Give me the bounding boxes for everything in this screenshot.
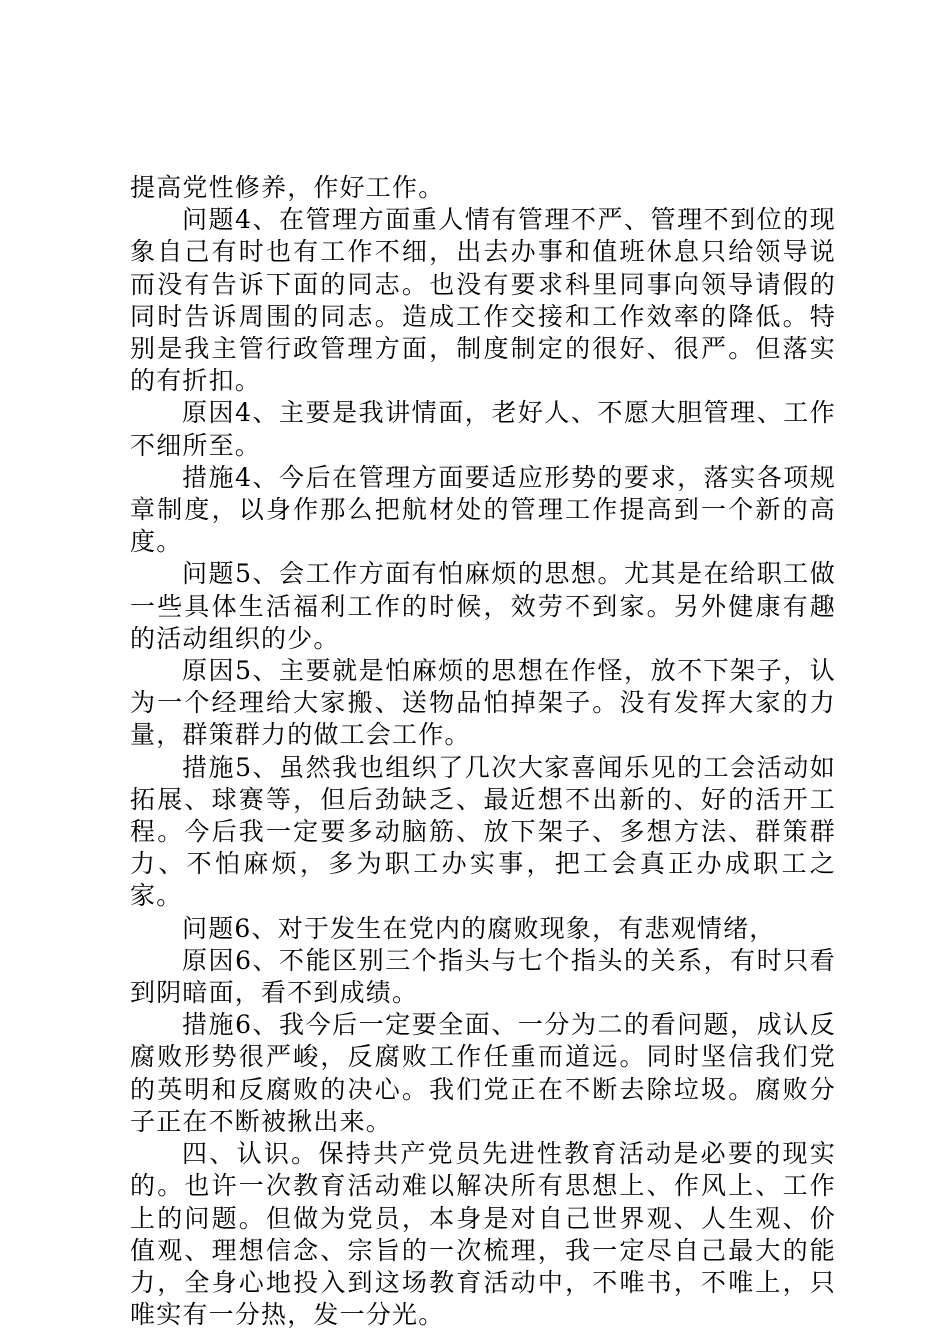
paragraph-problem-6: 问题6、对于发生在党内的腐败现象，有悲观情绪， — [182, 913, 776, 943]
paragraph-problem-5: 问题5、会工作方面有怕麻烦的思想。尤其是在给职工做一些具体生活福利工作的时候，效劳不到家。另外健康有趣的活动组织的少。 — [130, 559, 836, 653]
paragraph-measure-4: 措施4、今后在管理方面要适应形势的要求，落实各项规章制度，以身作那么把航材处的管理工作提高到一个新的高度。 — [130, 462, 836, 557]
paragraph-section-understanding: 四、认识。保持共产党员先进性教育活动是必要的现实的。也许一次教育活动难以解决所有思想上、作风上、工作上的问题。但做为党员，本身是对自己世界观、人生观、价值观、理想信念、宗旨的一次梳理，我一定尽自己最大的能力，全身心地投入到这场教育活动中，不唯书，不唯上，只唯实有一分热，发一分光。 — [130, 1139, 836, 1330]
paragraph-cause-4: 原因4、主要是我讲情面，老好人、不愿大胆管理、工作不细所至。 — [130, 398, 836, 460]
paragraph-cause-6: 原因6、不能区别三个指头与七个指头的关系，有时只看到阴暗面，看不到成绩。 — [130, 945, 836, 1008]
paragraph-problem-4: 问题4、在管理方面重人情有管理不严、管理不到位的现象自己有时也有工作不细，出去办事和值班休息只给领导说而没有告诉下面的同志。也没有要求科里同事向领导请假的同时告诉周围的同志。造成工作交接和工作效率的降低。特别是我主管行政管理方面，制度制定的很好、很严。但落实的有折扣。 — [130, 205, 836, 396]
paragraph-continuation: 提高党性修养，作好工作。 — [130, 173, 445, 202]
document-body — [130, 172, 836, 1331]
paragraph-measure-6: 措施6、我今后一定要全面、一分为二的看问题，成认反腐败形势很严峻，反腐败工作任重而道远。同时坚信我们党的英明和反腐败的决心。我们党正在不断去除垃圾。腐败分子正在不断被揪出来。 — [130, 1010, 836, 1136]
paragraph-measure-5: 措施5、虽然我也组织了几次大家喜闻乐见的工会活动如拓展、球赛等，但后劲缺乏、最近想不出新的、好的活开工程。今后我一定要多动脑筋、放下架子、多想方法、群策群力、不怕麻烦，多为职工办实事，把工会真正办成职工之家。 — [130, 752, 836, 911]
paragraph-cause-5: 原因5、主要就是怕麻烦的思想在作怪，放不下架子，认为一个经理给大家搬、送物品怕掉架子。没有发挥大家的力量，群策群力的做工会工作。 — [130, 656, 836, 750]
